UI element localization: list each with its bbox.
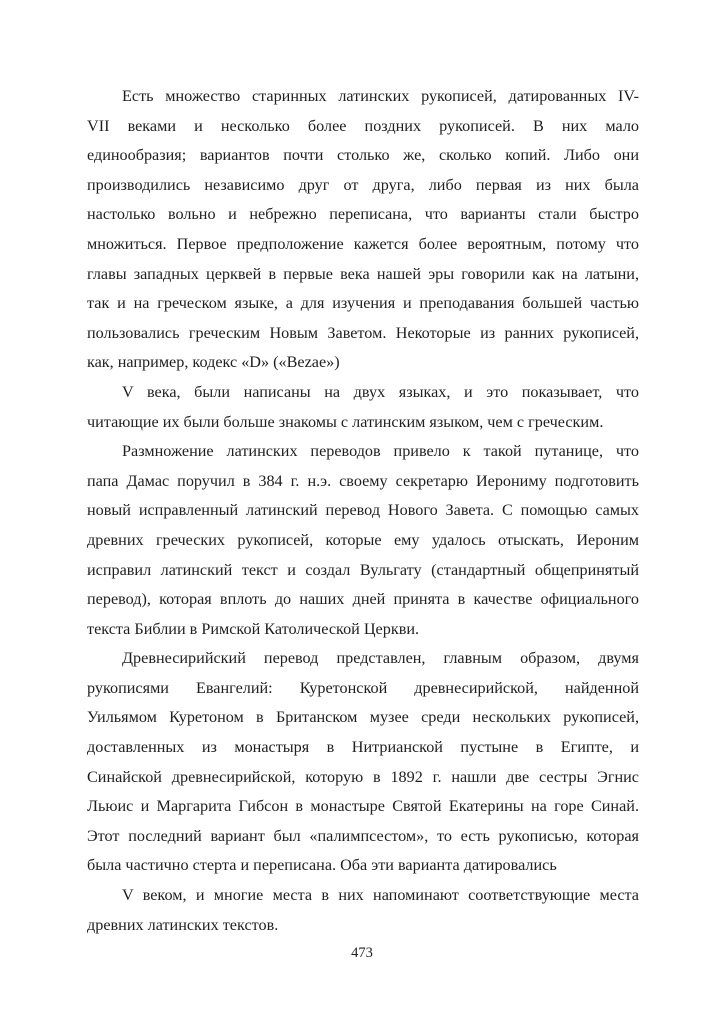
text-line: так и на греческом языке, а для изучения и преподавания большей частью <box>87 294 639 313</box>
text-line: была частично стерта и переписана. Оба эти варианта датировались <box>87 856 557 875</box>
text-line: производились независимо друг от друга, либо первая из них была <box>87 175 639 194</box>
paragraph <box>87 881 639 940</box>
text-line: Размножение латинских переводов привело к такой путанице, что <box>122 442 639 461</box>
text-line: читающие их были больше знакомы с латинским языком, чем с греческим. <box>87 412 604 431</box>
text-line: Синайской древнесирийской, которую в 1892 г. нашли две сестры Эгнис <box>87 767 639 786</box>
text-line: древних латинских текстов. <box>87 915 279 934</box>
paragraph <box>87 82 639 378</box>
text-line: V веком, и многие места в них напоминают соответствующие места <box>122 886 639 905</box>
text-line: множиться. Первое предположение кажется более вероятным, потому что <box>87 234 639 253</box>
text-line: исправил латинский текст и создал Вульгату (стандартный общепринятый <box>87 560 639 579</box>
paragraph <box>87 378 639 437</box>
text-line: новый исправленный латинский перевод Нового Завета. С помощью самых <box>87 501 639 520</box>
text-line: настолько вольно и небрежно переписана, что варианты стали быстро <box>87 205 639 224</box>
text-line: пользовались греческим Новым Заветом. Некоторые из ранних рукописей, <box>87 323 639 342</box>
document-body <box>87 82 639 940</box>
text-line: V века, были написаны на двух языках, и это показывает, что <box>122 382 639 401</box>
text-line: Этот последний вариант был «палимпсестом», то есть рукописью, которая <box>87 826 639 845</box>
text-line: Уильямом Куретоном в Британском музее среди нескольких рукописей, <box>87 708 639 727</box>
text-line: главы западных церквей в первые века нашей эры говорили как на латыни, <box>87 264 639 283</box>
text-line: доставленных из монастыря в Нитрианской пустыне в Египте, и <box>87 738 639 757</box>
text-line: единообразия; вариантов почти столько же, сколько копий. Либо они <box>87 146 639 165</box>
page-number: 473 <box>351 945 373 961</box>
text-line: перевод), которая вплоть до наших дней принята в качестве официального <box>87 590 639 609</box>
paragraph <box>87 437 639 644</box>
text-line: древних греческих рукописей, которые ему удалось отыскать, Иероним <box>87 530 639 549</box>
text-line: Древнесирийский перевод представлен, главным образом, двумя <box>122 649 639 668</box>
text-line: как, например, кодекс «D» («Bezae») <box>87 353 340 372</box>
text-line: Есть множество старинных латинских рукописей, датированных IV- <box>122 87 639 105</box>
paragraph <box>87 644 639 881</box>
text-line: Льюис и Маргарита Гибсон в монастыре Святой Екатерины на горе Синай. <box>87 797 639 816</box>
text-line: текста Библии в Римской Католической Церкви. <box>87 619 420 638</box>
text-line: рукописями Евангелий: Куретонской древнесирийской, найденной <box>87 678 639 697</box>
text-line: VII веками и несколько более поздних рукописей. В них мало <box>87 116 639 135</box>
text-line: папа Дамас поручил в 384 г. н.э. своему секретарю Иерониму подготовить <box>87 471 639 490</box>
